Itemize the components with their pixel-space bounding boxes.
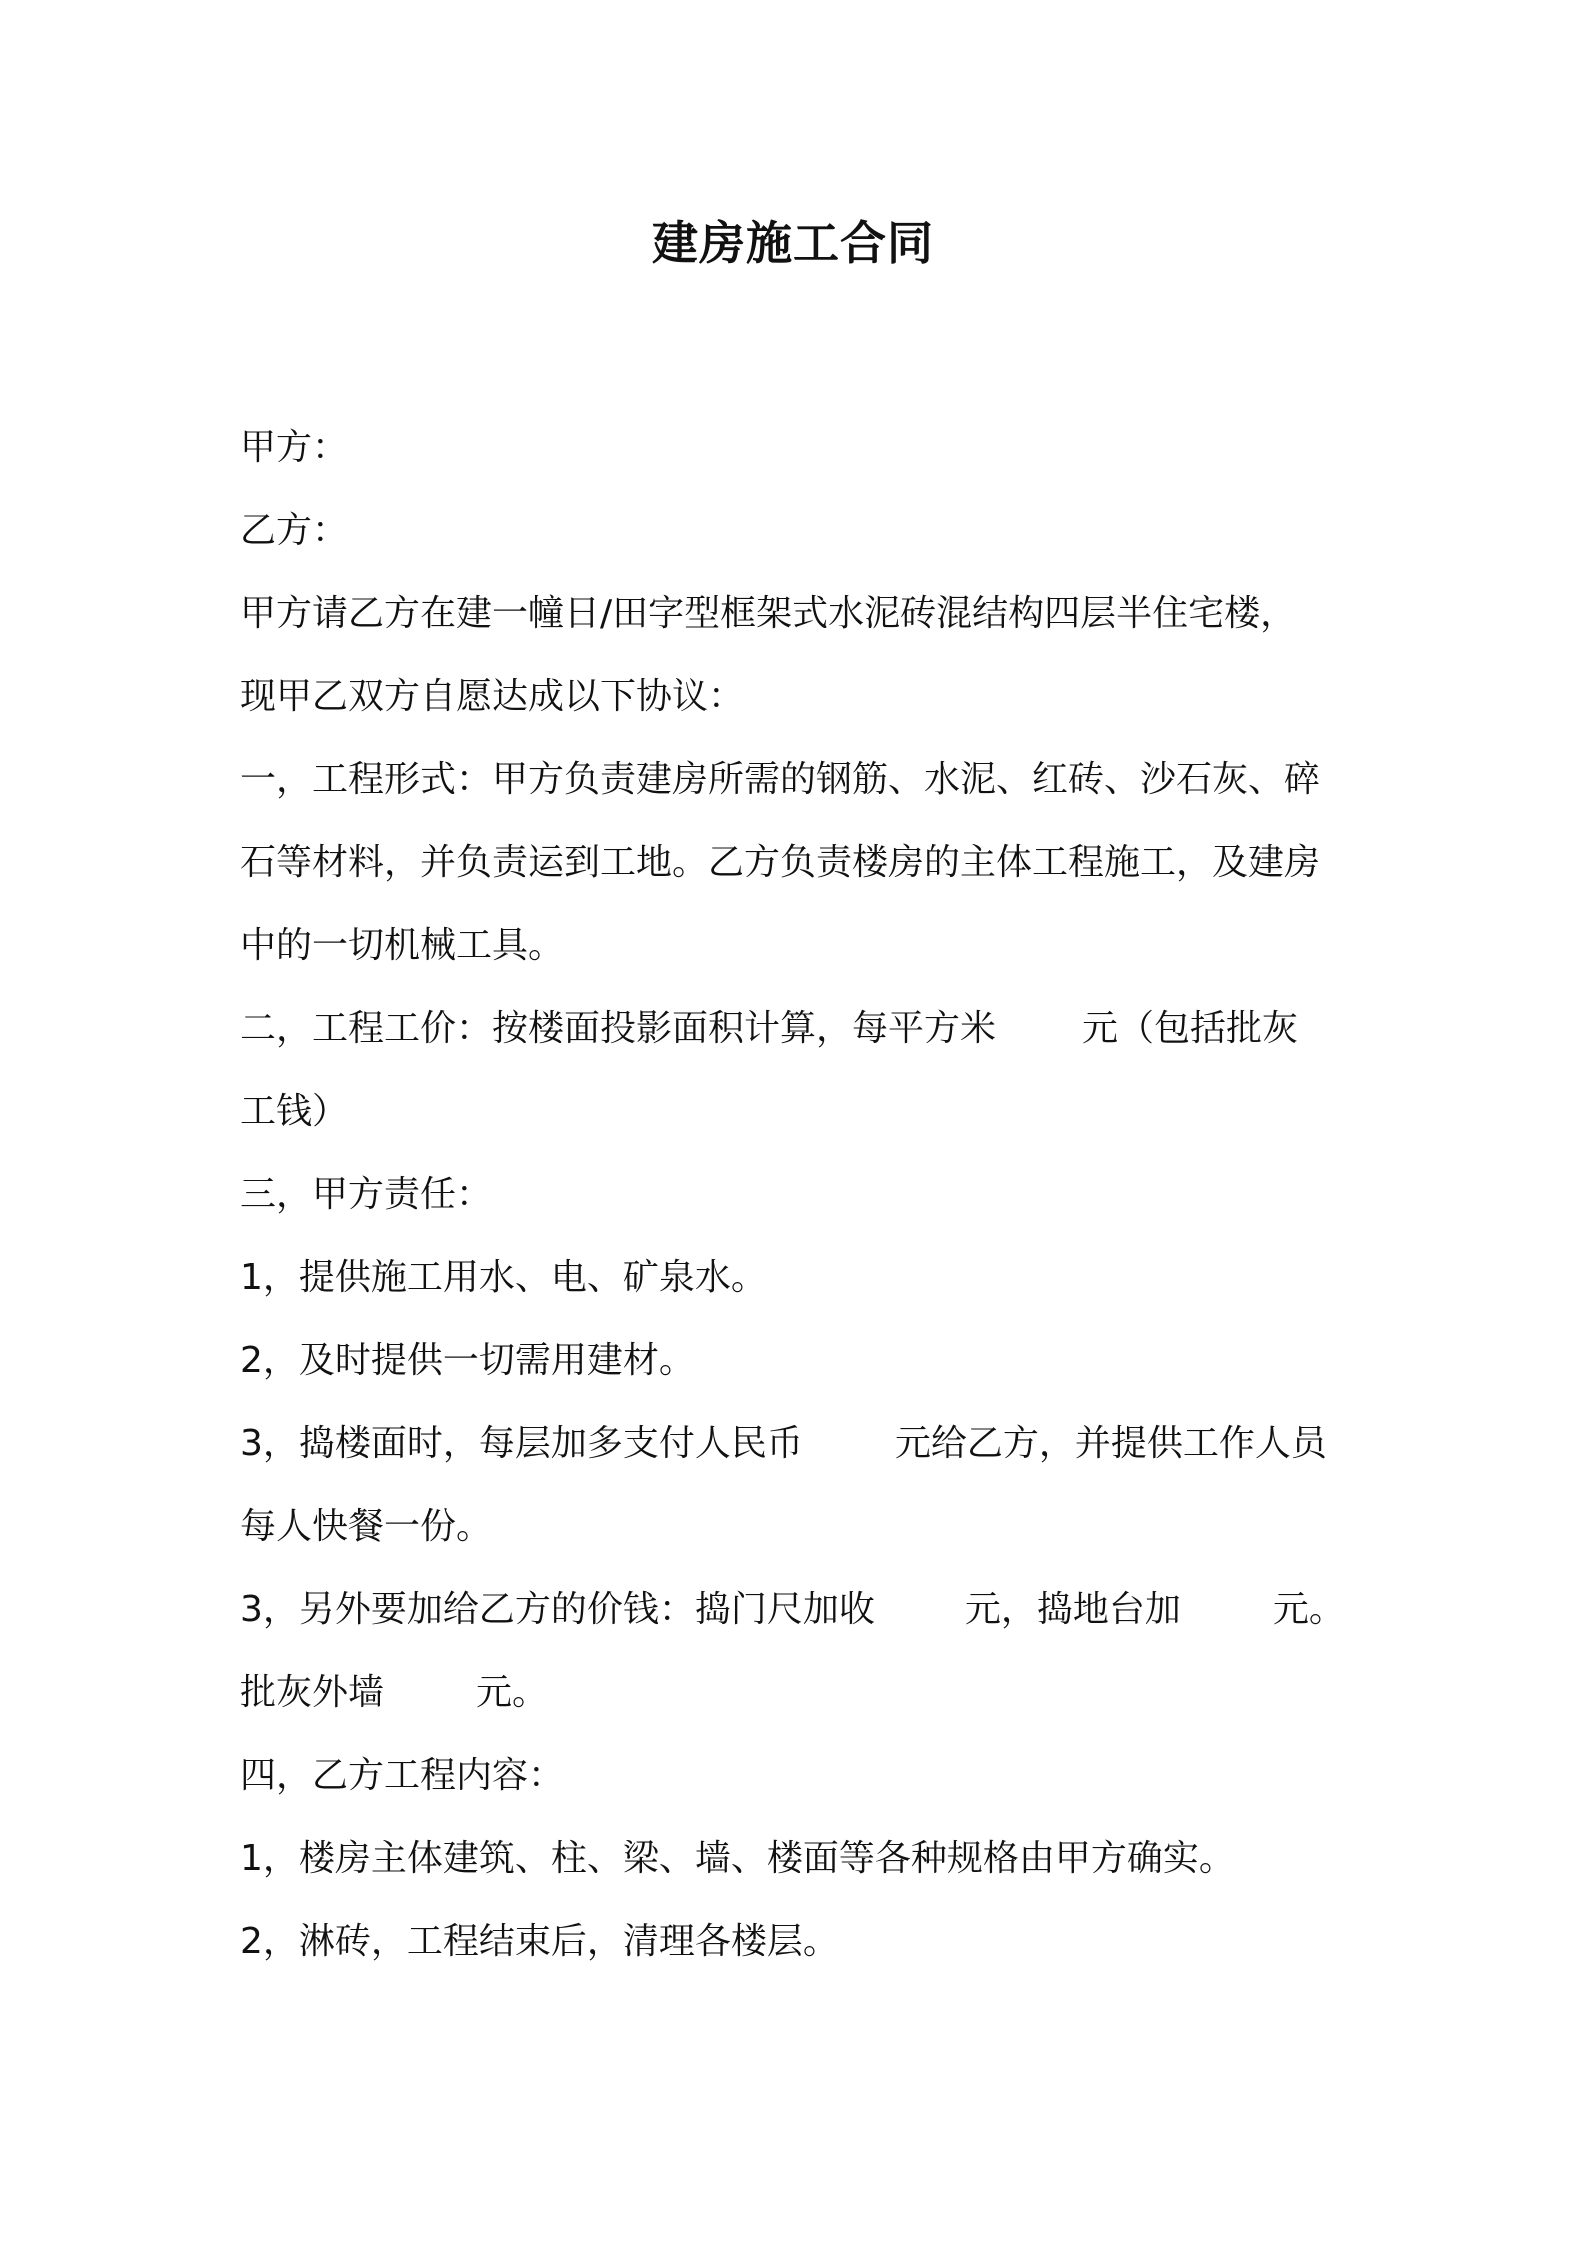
item4-line2-text-before-blank: 批灰外墙 [240,1672,385,1713]
section2-line-2: 工钱） [240,1091,349,1132]
section1-line-3: 中的一切机械工具。 [240,925,565,966]
item4-line2-text-after-blank: 元。 [476,1672,549,1713]
document-title: 建房施工合同 [652,216,934,270]
section1-line-2: 石等材料，并负责运到工地。乙方负责楼房的主体工程施工，及建房 [240,842,1321,883]
item3-text-after-blank: 元给乙方，并提供工作人员 [894,1423,1327,1464]
item4-text-mid: 元，捣地台加 [964,1589,1181,1630]
section3-item-4 [240,1568,1380,1651]
item4-text-end: 元。 [1272,1589,1345,1630]
section3-item-3-line-2: 每人快餐一份。 [240,1506,493,1547]
section2-text-after-blank: 元（包括批灰 [1082,1008,1299,1049]
section2-line-1 [240,987,1380,1070]
section3-item-3 [240,1402,1380,1485]
intro-line-2: 现甲乙双方自愿达成以下协议： [240,676,745,717]
section3-item-2: 2，及时提供一切需用建材。 [240,1340,695,1381]
section4-heading: 四，乙方工程内容： [240,1755,565,1796]
item3-text-before-blank: 3，捣楼面时，每层加多支付人民币 [240,1423,803,1464]
item4-text-before-blank: 3，另外要加给乙方的价钱：捣门尺加收 [240,1589,875,1630]
intro-line-1: 甲方请乙方在建一幢日/田字型框架式水泥砖混结构四层半住宅楼， [240,593,1297,634]
section2-text-before-blank: 二，工程工价：按楼面投影面积计算，每平方米 [240,1008,997,1049]
party-b-line: 乙方： [240,510,349,551]
contract-body [240,406,1380,1983]
section1-line-1: 一，工程形式：甲方负责建房所需的钢筋、水泥、红砖、沙石灰、碎 [240,759,1321,800]
party-a-line: 甲方： [240,427,349,468]
section3-item-1: 1，提供施工用水、电、矿泉水。 [240,1257,767,1298]
section4-item-1: 1，楼房主体建筑、柱、梁、墙、楼面等各种规格由甲方确实。 [240,1838,1235,1879]
section3-heading: 三，甲方责任： [240,1174,493,1215]
section4-item-2: 2，淋砖，工程结束后，清理各楼层。 [240,1921,839,1962]
section3-item-4-line-2 [240,1651,1380,1734]
